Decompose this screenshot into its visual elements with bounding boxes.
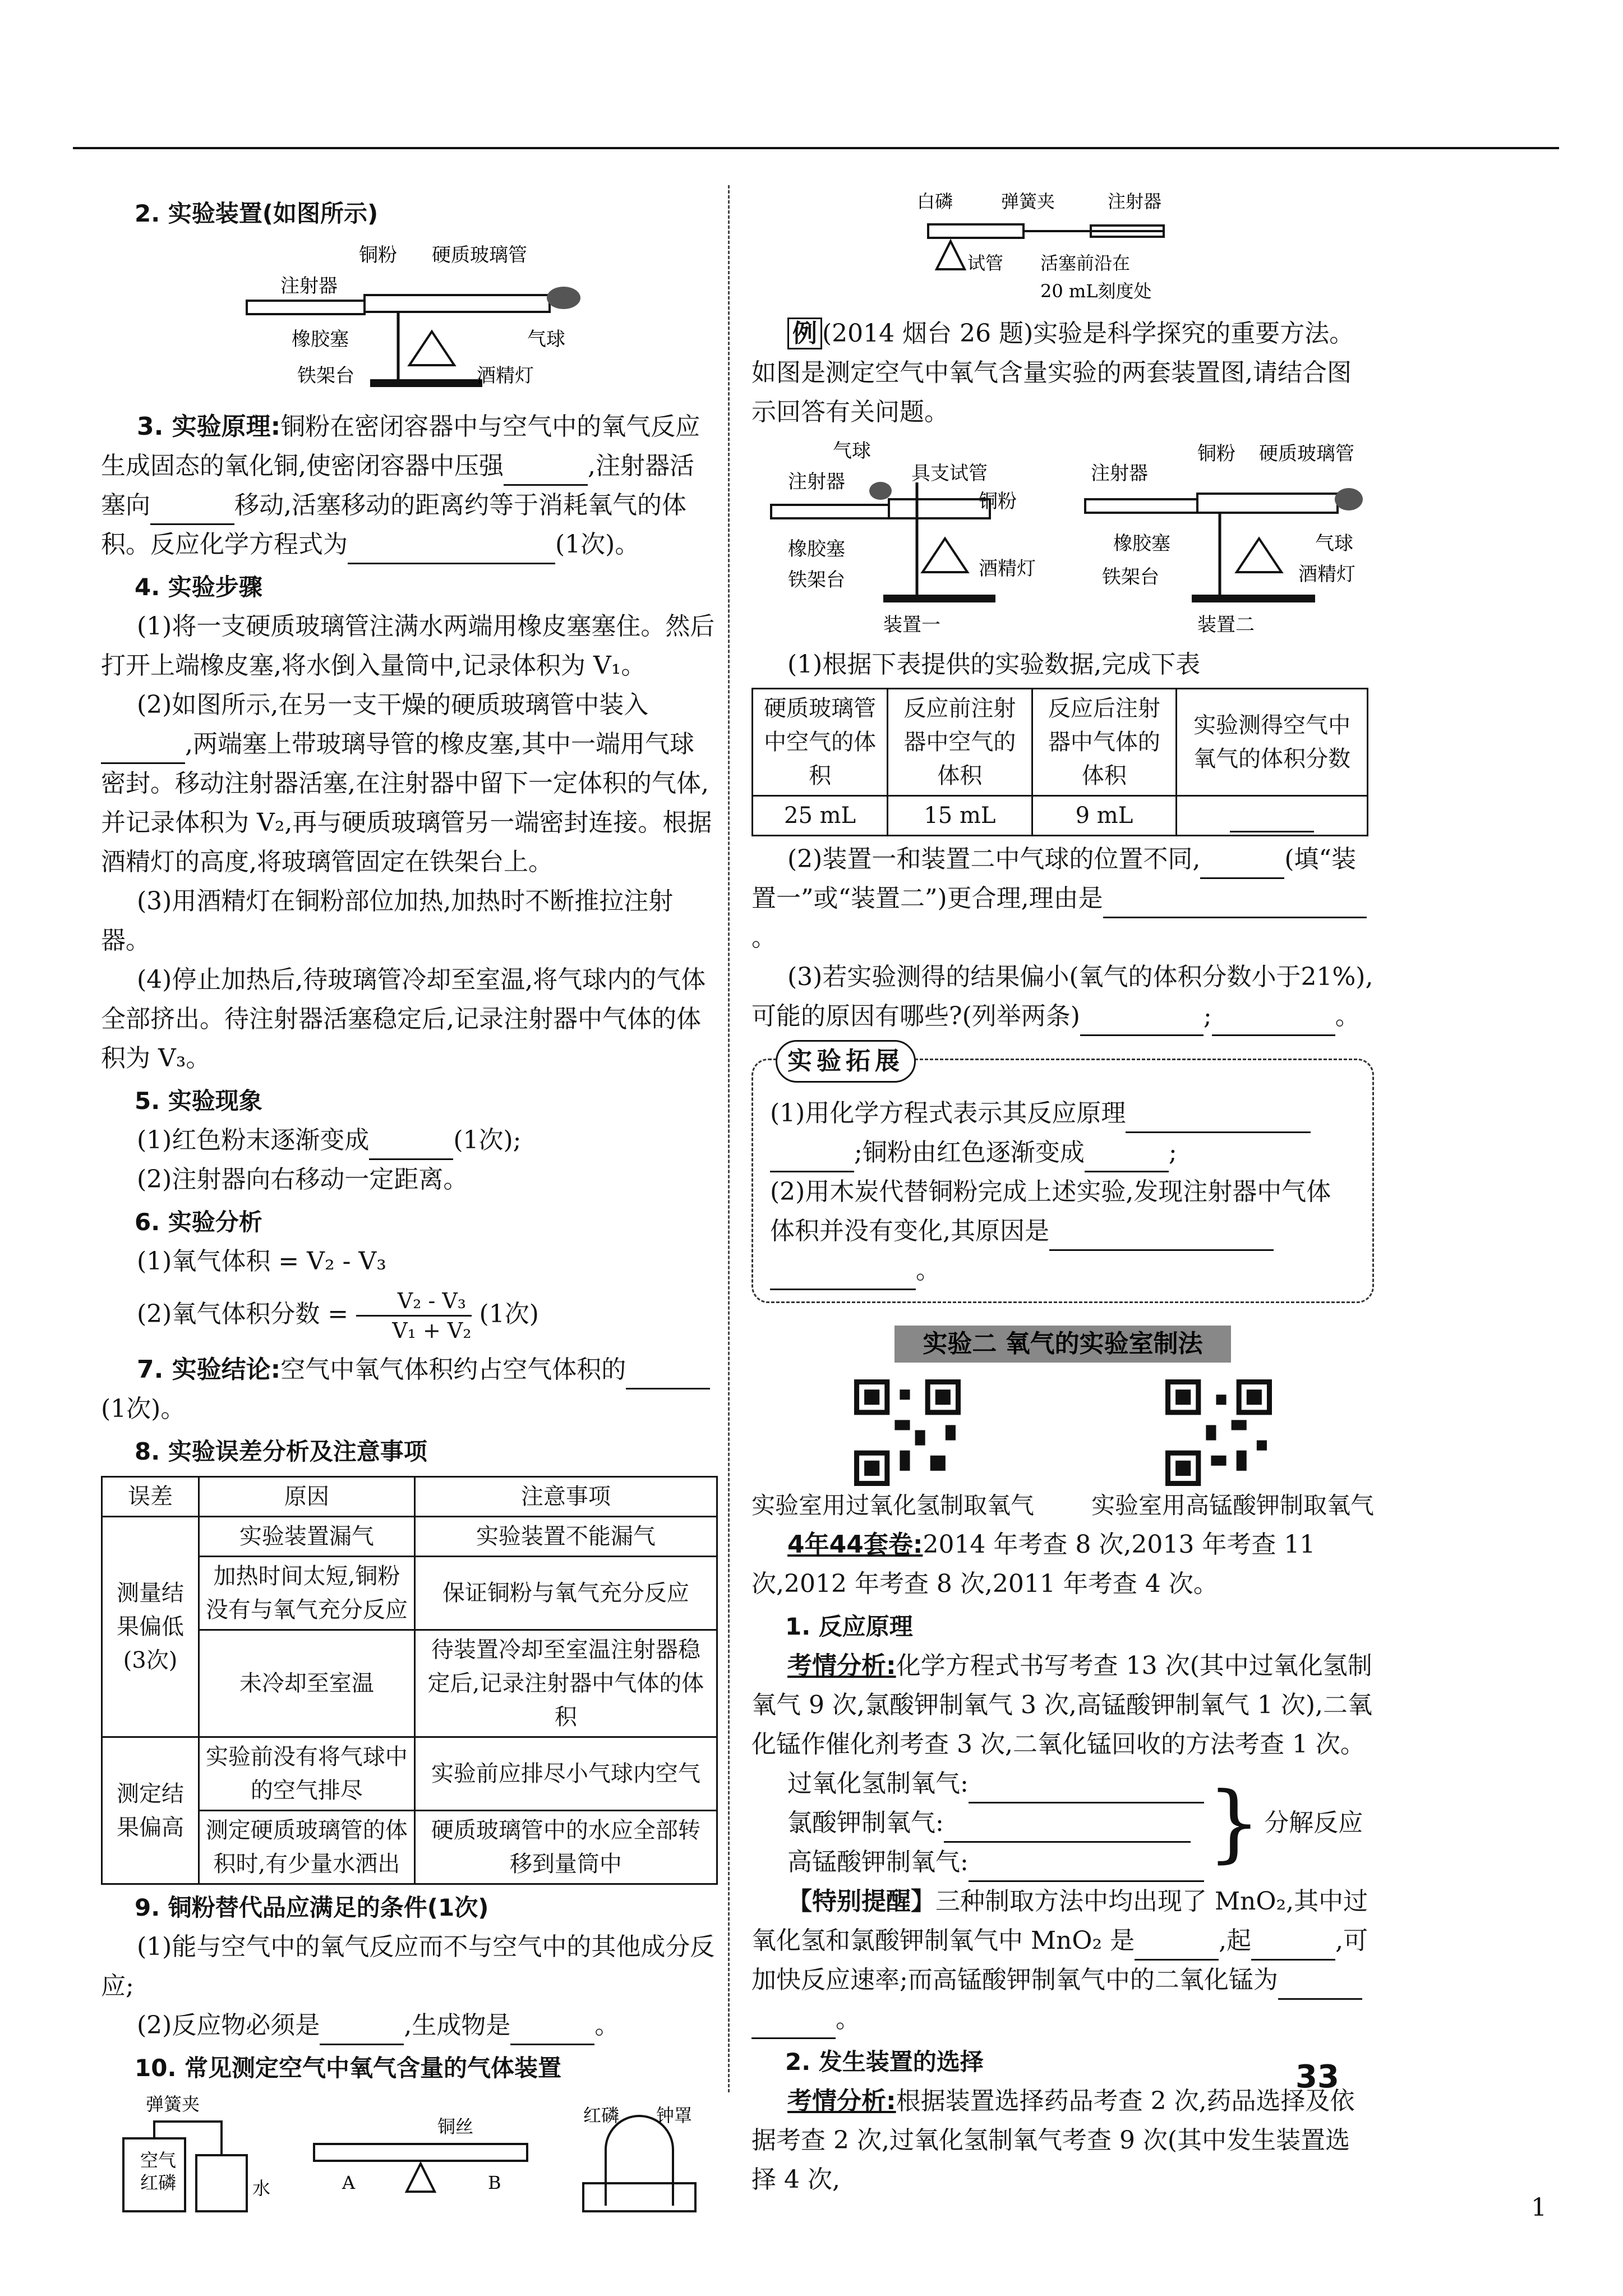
svg-text:注射器: 注射器 xyxy=(1091,462,1148,485)
fig-label: 铁架台 xyxy=(297,365,354,387)
svg-text:酒精灯: 酒精灯 xyxy=(1298,563,1355,586)
extension-2: (2)用木炭代替铜粉完成上述实验,发现注射器中气体体积并没有变化,其原因是。 xyxy=(770,1172,1355,1290)
two-apparatus-figure xyxy=(754,438,1371,639)
exam-stats: 4年44套卷:2014 年考查 8 次,2013 年考查 11 次,2012 年考查 8 次,2011 年考查 4 次。 xyxy=(751,1530,1316,1598)
svg-text:A: A xyxy=(342,2172,356,2193)
fig-label: 注射器 xyxy=(280,275,338,297)
qr-caption-2: 实验室用高锰酸钾制取氧气 xyxy=(1091,1492,1374,1519)
page-number: 33 xyxy=(1295,2059,1339,2095)
column-divider xyxy=(728,185,730,2092)
svg-text:装置一: 装置一 xyxy=(883,614,940,636)
step-2: (2)如图所示,在另一支干燥的硬质玻璃管中装入,两端塞上带玻璃导管的橡皮塞,其中一端用气球密封。移动注射器活塞,在注射器中留下一定体积的气体,并记录体积为 V₂,再与硬质玻璃管另一端密封连接。根据酒精灯的高度,将玻璃管固定在铁架台上。 xyxy=(101,691,712,876)
fig-label: 铜粉 xyxy=(359,244,397,266)
svg-text:气球: 气球 xyxy=(833,440,871,462)
question-1: (1)根据下表提供的实验数据,完成下表 xyxy=(787,650,1201,679)
svg-text:空气: 空气 xyxy=(140,2150,177,2171)
top-rule xyxy=(73,147,1559,149)
methods-group: 过氧化氢制氧气: 氯酸钾制氧气: 高锰酸钾制氧气: } 分解反应 xyxy=(787,1764,1374,1882)
extension-title: 实验拓展 xyxy=(776,1040,916,1083)
right-column xyxy=(751,185,1374,2200)
answer-cell xyxy=(1177,796,1368,836)
svg-text:铜丝: 铜丝 xyxy=(437,2116,474,2137)
svg-text:活塞前沿在: 活塞前沿在 xyxy=(1040,252,1131,274)
heading-analysis: 6. 实验分析 xyxy=(135,1208,262,1236)
extension-box xyxy=(751,1047,1374,1303)
heading-generator-choice: 2. 发生装置的选择 xyxy=(785,2048,984,2076)
svg-text:橡胶塞: 橡胶塞 xyxy=(788,538,845,560)
svg-text:酒精灯: 酒精灯 xyxy=(979,558,1036,580)
fraction-denominator: V₁ + V₂ xyxy=(392,1318,472,1343)
svg-text:铁架台: 铁架台 xyxy=(788,569,845,591)
extension-1: (1)用化学方程式表示其反应原理;铜粉由红色逐渐变成 ; xyxy=(770,1094,1355,1172)
step-3: (3)用酒精灯在铜粉部位加热,加热时不断推拉注射器。 xyxy=(101,887,674,955)
heading-apparatus: 2. 实验装置(如图所示) xyxy=(135,200,379,227)
step-1: (1)将一支硬质玻璃管注满水两端用橡皮塞塞住。然后打开上端橡皮塞,将水倒入量筒中,记录体积为 V₁。 xyxy=(101,612,715,680)
heading-common-apparatus: 10. 常见测定空气中氧气含量的气体装置 xyxy=(135,2054,562,2082)
table-group-low: 测量结果偏低(3次) xyxy=(102,1517,199,1737)
svg-text:20 mL刻度处: 20 mL刻度处 xyxy=(1040,280,1152,302)
svg-text:铜粉: 铜粉 xyxy=(1197,443,1235,465)
table-group-high: 测定结果偏高 xyxy=(102,1737,199,1884)
exam-analysis-1: 考情分析:化学方程式书写考查 13 次(其中过氧化氢制氧气 9 次,氯酸钾制氧气 3 次,高锰酸钾制氧气 1 次),二氧化锰作催化剂考查 3 次,二氧化锰回收的方法考查 1 次。 xyxy=(751,1651,1373,1759)
phenomenon-1: (1)红色粉末逐渐变成 (1次); xyxy=(101,1121,718,1160)
conclusion-paragraph: 7. 实验结论:空气中氧气体积约占空气体积的(1次)。 xyxy=(101,1350,718,1429)
svg-text:装置二: 装置二 xyxy=(1197,614,1255,636)
fig-label: 酒精灯 xyxy=(477,365,534,387)
analysis-2: (2)氧气体积分数 = $\frac{\text{V₂ - V₃}}{\text{V₁ + V₂}}$ (1次) xyxy=(101,1287,718,1345)
principle-paragraph: 3. 实验原理:铜粉在密闭容器中与空气中的氧气反应生成固态的氧化铜,使密闭容器中压强 ,注射器活塞向 移动,活塞移动的距离约等于消耗氧气的体积。反应化学方程式为 (1次)。 xyxy=(101,407,718,564)
heading-phenomena: 5. 实验现象 xyxy=(135,1087,262,1115)
heading-steps: 4. 实验步骤 xyxy=(135,573,262,601)
exam-analysis-2: 考情分析:根据装置选择药品考查 2 次,药品选择及依据考查 2 次,过氧化氢制氧气考查 9 次(其中发生装置选择 4 次, xyxy=(751,2087,1355,2194)
step-4: (4)停止加热后,待玻璃管冷却至室温,将气球内的气体全部挤出。待注射器活塞稳定后,记录注射器中气体的体积为 V₃。 xyxy=(101,965,706,1073)
svg-text:红磷: 红磷 xyxy=(583,2105,620,2126)
apparatus-figure xyxy=(213,239,606,402)
sheet-number: 1 xyxy=(1531,2193,1547,2222)
svg-text:水: 水 xyxy=(252,2178,271,2199)
svg-text:弹簧夹: 弹簧夹 xyxy=(1001,191,1055,212)
heading-reaction-principle: 1. 反应原理 xyxy=(785,1613,913,1640)
phenomenon-2: (2)注射器向右移动一定距离。 xyxy=(137,1165,468,1194)
common-apparatus-figure xyxy=(101,2093,718,2223)
svg-text:具支试管: 具支试管 xyxy=(911,462,988,485)
svg-text:弹簧夹: 弹簧夹 xyxy=(146,2093,200,2115)
section-title: 实验二 氧气的实验室制法 xyxy=(895,1326,1231,1363)
svg-text:铁架台: 铁架台 xyxy=(1102,566,1159,588)
substitute-2: (2)反应物必须是 ,生成物是 。 xyxy=(101,2006,718,2045)
svg-text:注射器: 注射器 xyxy=(788,471,845,493)
fig-label: 硬质玻璃管 xyxy=(432,244,527,266)
question-3: (3)若实验测得的结果偏小(氧气的体积分数小于21%),可能的原因有哪些?(列举两条) ; 。 xyxy=(751,958,1374,1036)
svg-text:红磷: 红磷 xyxy=(140,2172,177,2193)
qr-code-permanganate[interactable] xyxy=(1165,1379,1272,1486)
svg-text:气球: 气球 xyxy=(1315,532,1353,555)
substitute-1: (1)能与空气中的氧气反应而不与空气中的其他成分反应; xyxy=(101,1932,715,2000)
heading-substitute: 9. 铜粉替代品应满足的条件(1次) xyxy=(135,1894,489,1921)
svg-text:硬质玻璃管: 硬质玻璃管 xyxy=(1259,443,1354,465)
qr-code-hydrogen-peroxide[interactable] xyxy=(854,1379,961,1486)
analysis-1: (1)氧气体积 = V₂ - V₃ xyxy=(137,1247,386,1276)
fig-label: 气球 xyxy=(527,328,565,351)
fig-label: 橡胶塞 xyxy=(292,328,349,351)
special-tip: 【特别提醒】三种制取方法中均出现了 MnO₂,其中过氧化氢和氯酸钾制氧气中 MnO₂ 是 ,起 ,可加快反应速率;而高锰酸钾制氧气中的二氧化锰为。 xyxy=(751,1882,1374,2039)
phosphorus-apparatus-figure xyxy=(906,191,1220,309)
data-table: 硬质玻璃管中空气的体积 反应前注射器中空气的体积 反应后注射器中气体的体积 实验测得空气中氧气的体积分数 25 mL 15 mL 9 mL xyxy=(751,688,1368,836)
heading-error-analysis: 8. 实验误差分析及注意事项 xyxy=(135,1438,427,1465)
svg-text:橡胶塞: 橡胶塞 xyxy=(1113,532,1170,555)
svg-text:B: B xyxy=(488,2172,501,2193)
svg-text:试管: 试管 xyxy=(967,252,1004,274)
example-paragraph: 例 (2014 烟台 26 题)实验是科学探究的重要方法。如图是测定空气中氧气含量实验的两套装置图,请结合图示回答有关问题。 xyxy=(751,314,1374,432)
example-tag: 例 xyxy=(787,318,822,349)
svg-text:钟罩: 钟罩 xyxy=(656,2105,693,2126)
question-2: (2)装置一和装置二中气球的位置不同, (填“装置一”或“装置二”)更合理,理由是。 xyxy=(751,840,1374,958)
svg-text:铜粉: 铜粉 xyxy=(979,490,1017,513)
left-column xyxy=(101,191,718,2228)
svg-text:白磷: 白磷 xyxy=(917,191,953,212)
qr-caption-1: 实验室用过氧化氢制取氧气 xyxy=(751,1492,1035,1519)
fraction-numerator: V₂ - V₃ xyxy=(356,1287,471,1317)
brace-label: 分解反应 xyxy=(1264,1809,1363,1837)
error-table: 误差 原因 注意事项 测量结果偏低(3次) 实验装置漏气 实验装置不能漏气 加热时间太短,铜粉没有与氧气充分反应 保证铜粉与氧气充分反应 未冷却至室温 待装置冷却至室温注射器稳定后,记录注射器中气体的体积 测定结果偏高 实验前没有将气球中的空气排尽 实验前应排尽小气球内空气 测定硬质玻璃管的体积时,有少量水洒出 硬质玻璃管中的水应全部转移到量筒中 xyxy=(101,1476,718,1885)
svg-text:注射器: 注射器 xyxy=(1108,191,1162,212)
